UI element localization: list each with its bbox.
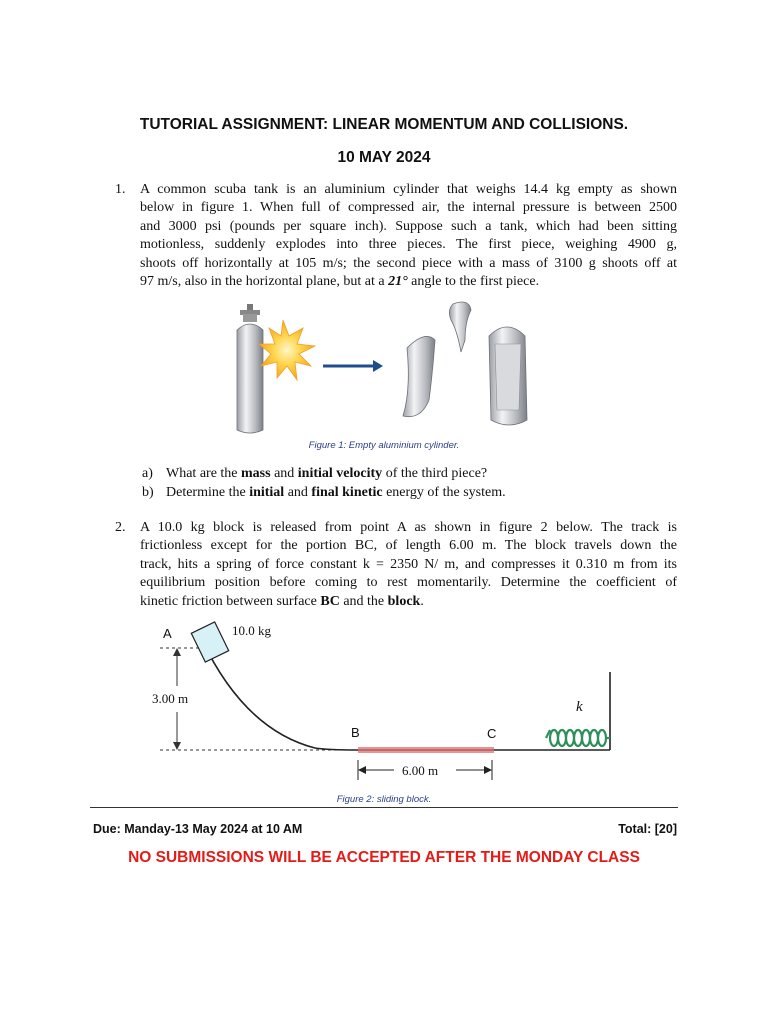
- due-date: Due: Manday-13 May 2024 at 10 AM: [93, 822, 303, 836]
- height-label: 3.00 m: [152, 691, 189, 706]
- angle-value: 21°: [388, 274, 408, 290]
- question-text-line: motionless, suddenly explodes into three pieces. The first piece, weighing 4900 g,: [140, 237, 677, 253]
- question-text-line: 97 m/s, also in the horizontal plane, but at a 21° angle to the first piece.: [140, 274, 540, 290]
- point-a-label: A: [163, 626, 172, 641]
- question-text-line: and 3000 psi (pounds per square inch). Suppose such a tank, which had been sitting: [140, 218, 677, 234]
- explosion-icon: [259, 320, 315, 380]
- question-text-line: equilibrium position before coming to rest momentarily. Determine the coefficient of: [140, 575, 677, 591]
- question-text-line: A 10.0 kg block is released from point A as shown in figure 2 below. The track is: [140, 520, 677, 535]
- block-icon: [191, 622, 228, 662]
- point-b-label: B: [351, 725, 360, 740]
- intact-tank-icon: [237, 304, 263, 433]
- figure-2-sliding-block: [150, 620, 615, 792]
- question-text-line: kinetic friction between surface BC and the block.: [140, 593, 424, 609]
- question-1-part-b: b) Determine the initial and final kinetic energy of the system.: [142, 485, 506, 500]
- question-text-line: frictionless except for the portion BC, of length 6.00 m. The block travels down the: [140, 538, 677, 554]
- question-1-part-a: a) What are the mass and initial velocity of the third piece?: [142, 466, 488, 481]
- question-text-line: track, hits a spring of force constant k = 2350 N/ m, and compresses it 0.310 m from its: [140, 556, 677, 572]
- document-title: TUTORIAL ASSIGNMENT: LINEAR MOMENTUM AND COLLISIONS.: [139, 116, 629, 133]
- length-label: 6.00 m: [402, 763, 439, 778]
- figure-1-cylinder-explosion: [225, 300, 540, 438]
- question-text-line: shoots off horizontally at 105 m/s; the second piece with a mass of 3100 g shoots off at: [140, 255, 677, 271]
- point-c-label: C: [487, 726, 497, 741]
- fragment-3-icon: [489, 327, 527, 425]
- arrow-icon: [323, 360, 383, 372]
- question-text-line: A common scuba tank is an aluminium cylinder that weighs 14.4 kg empty as shown: [140, 182, 677, 197]
- submission-warning: NO SUBMISSIONS WILL BE ACCEPTED AFTER THE MONDAY CLASS: [128, 849, 640, 866]
- figure-1-caption: Figure 1: Empty aluminium cylinder.: [308, 440, 460, 451]
- fragment-1-icon: [403, 336, 435, 416]
- question-number: 2.: [115, 520, 126, 535]
- spring-constant-label: k: [576, 699, 583, 715]
- question-text-line: below in figure 1. When full of compressed air, the internal pressure is between 2500: [140, 200, 677, 216]
- figure-2-caption: Figure 2: sliding block.: [336, 794, 432, 805]
- fragment-2-icon: [449, 302, 471, 352]
- friction-zone: [358, 747, 494, 753]
- spring-icon: [546, 730, 610, 746]
- footer-divider: [90, 807, 678, 808]
- mass-label: 10.0 kg: [232, 623, 271, 638]
- total-marks: Total: [20]: [618, 822, 677, 836]
- question-1: [115, 181, 677, 291]
- document-date: 10 MAY 2024: [337, 149, 431, 166]
- question-number: 1.: [115, 182, 126, 197]
- question-2: [115, 519, 677, 611]
